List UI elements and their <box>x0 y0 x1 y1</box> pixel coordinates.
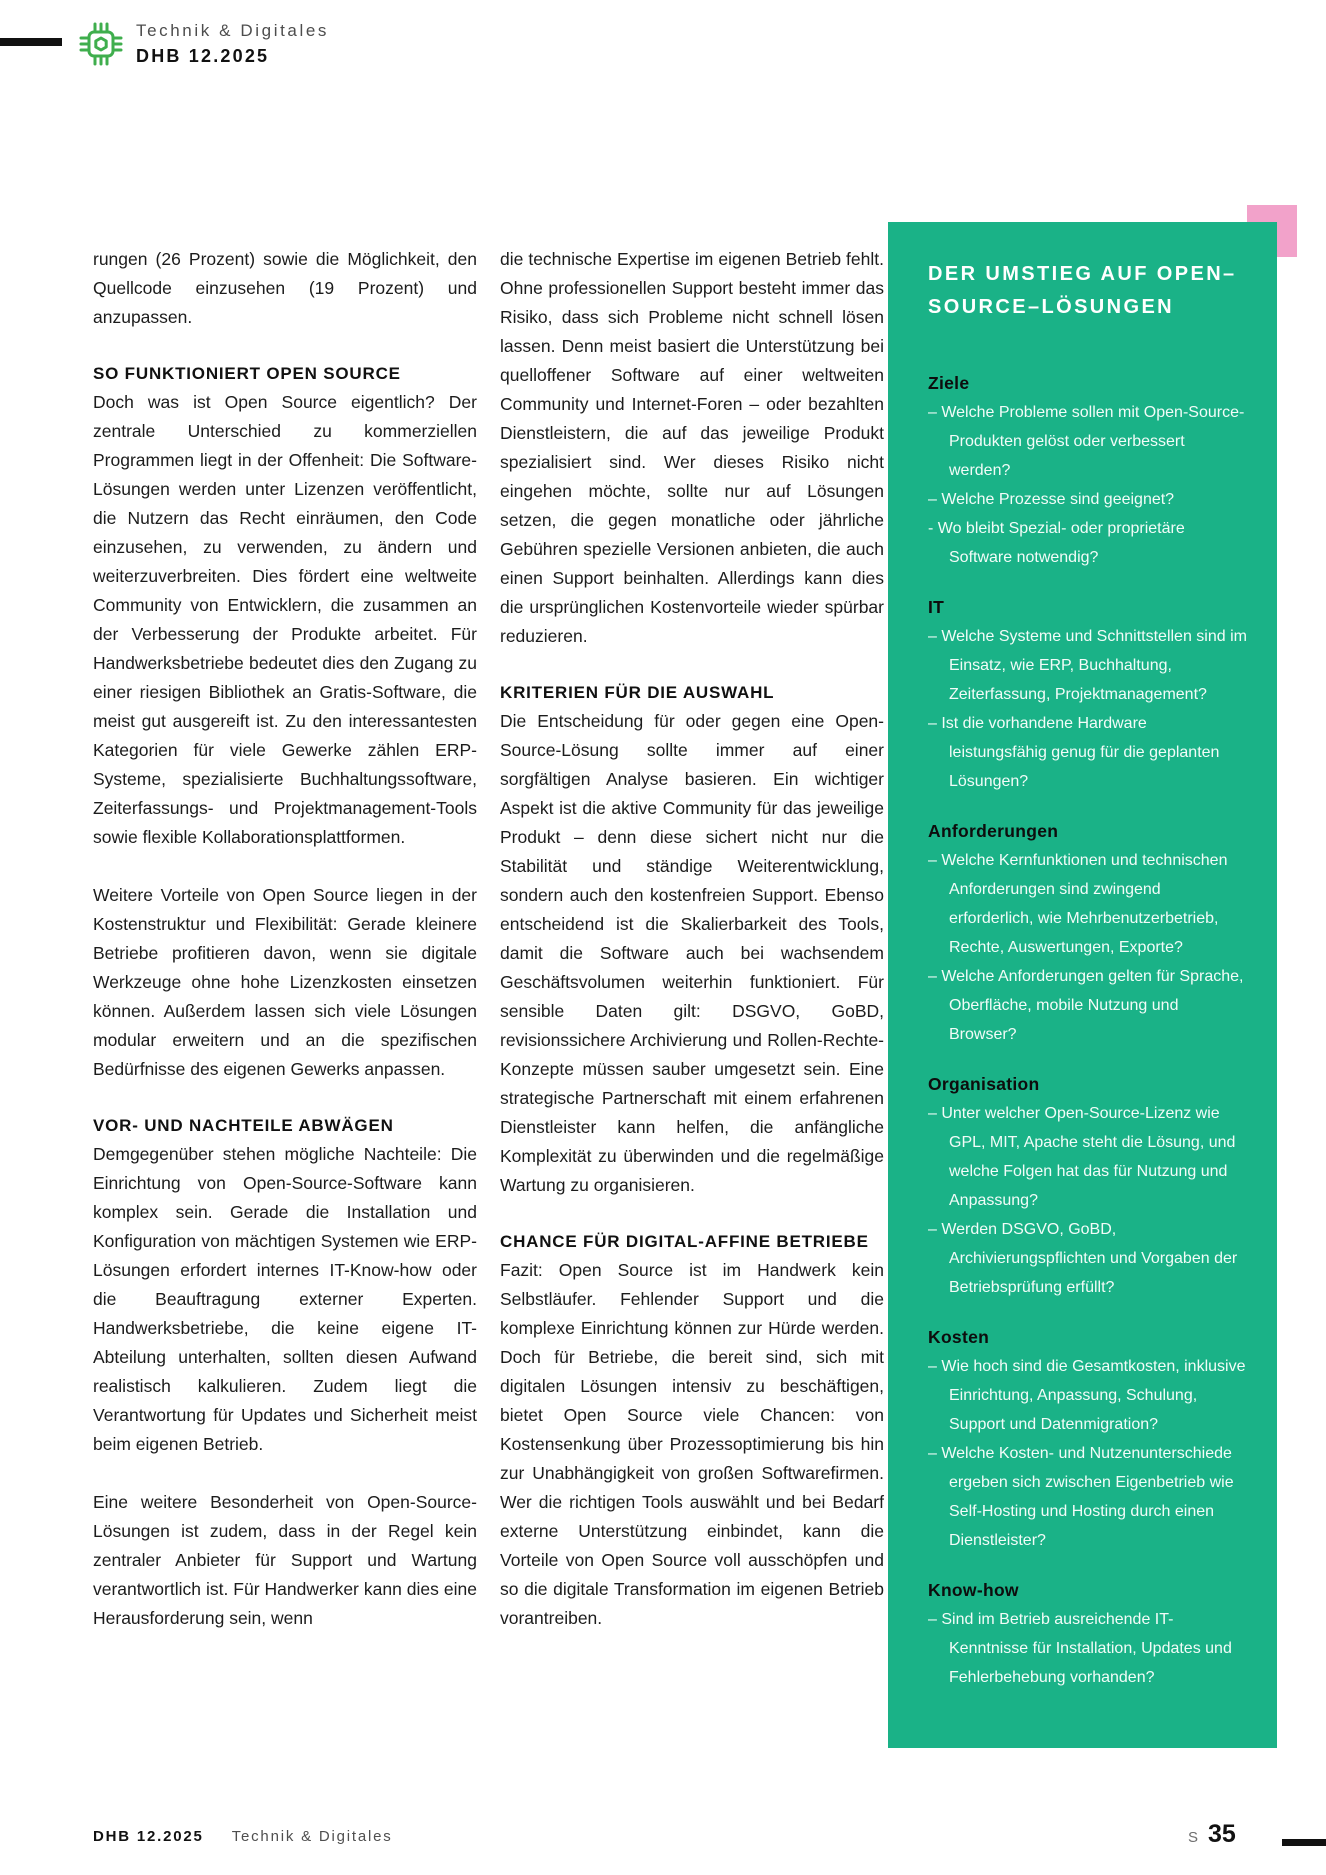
sidebar-section-heading: IT <box>928 597 945 617</box>
paragraph: die technische Expertise im eigenen Betrieb fehlt. Ohne professionellen Support besteht immer das Risiko, dass sich Probleme nicht schnell lösen lassen. Denn meist basiert die Unterstützung bei quelloffener Software auf einer weltweiten Community und Internet-Foren – oder bezahlten Dienstleistern, die auf das jeweilige Produkt spezialisiert sind. Wer dieses Risiko nicht eingehen möchte, sollte nur auf Lösungen setzen, die gegen monatliche oder jährliche Gebühren spezielle Versionen anbieten, die auch einen Support beinhalten. Allerdings kann dies die ursprünglichen Kostenvorteile wieder spürbar reduzieren. <box>500 249 884 646</box>
sidebar-bullet-list <box>928 622 1249 796</box>
paragraph: Die Entscheidung für oder gegen eine Open-Source-Lösung sollte immer auf einer sorgfältigen Analyse basieren. Ein wichtiger Aspekt ist die aktive Community für das jeweilige Produkt – denn diese sichert nicht nur die Stabilität und ständige Weiterentwicklung, sondern auch den kostenfreien Support. Ebenso entscheidend ist die Skalierbarkeit des Tools, damit die Software auch bei wachsendem Geschäftsvolumen weiterhin funktioniert. Für sensible Daten gilt: DSGVO, GoBD, revisionssichere Archivierung und Rollen-Rechte-Konzepte müssen sauber umgesetzt sein. Eine strategische Partnerschaft mit einem erfahrenen Dienstleister kann helfen, die anfängliche Komplexität zu überwinden und die regelmäßige Wartung zu organisieren. <box>500 711 884 1195</box>
sidebar-bullet: – Ist die vorhandene Hardware leistungsfähig genug für die geplanten Lösungen? <box>928 715 1220 790</box>
sidebar-bullet: – Unter welcher Open-Source-Lizenz wie GPL, MIT, Apache steht die Lösung, und welche Folgen hat das für Nutzung und Anpassung? <box>928 1105 1236 1209</box>
sidebar-bullet: – Welche Prozesse sind geeignet? <box>928 491 1175 508</box>
paragraph: Demgegenüber stehen mögliche Nachteile: Die Einrichtung von Open-Source-Software kann komplex sein. Gerade die Installation und Konfiguration von mächtigen Systemen wie ERP-Lösungen erfordert internes IT-Know-how oder die Beauftragung externer Experten. Handwerksbetriebe, die keine eigene IT-Abteilung unterhalten, sollten diesen Aufwand realistisch kalkulieren. Zudem liegt die Verantwortung für Updates und Sicherheit meist beim eigenen Betrieb. <box>93 1144 477 1454</box>
footer-right <box>1188 1820 1236 1849</box>
brand-text <box>136 21 329 67</box>
sidebar-bullet: - Wo bleibt Spezial- oder proprietäre Software notwendig? <box>928 520 1185 566</box>
section-heading: KRITERIEN FÜR DIE AUSWAHL <box>500 683 775 702</box>
paragraph: Weitere Vorteile von Open Source liegen in der Kostenstruktur und Flexibilität: Gerade kleinere Betriebe profitieren davon, wenn sie digitale Werkzeuge ohne hohe Lizenzkosten einsetzen können. Außerdem lassen sich viele Lösungen modular erweitern und an die spezifischen Bedürfnisse des eigenen Gewerks anpassen. <box>93 885 477 1079</box>
sidebar-section-heading: Anforderungen <box>928 821 1059 841</box>
top-left-rule <box>0 38 62 46</box>
footer-issue-label: DHB 12.2025 <box>93 1828 204 1845</box>
sidebar-bullet-list <box>928 846 1249 1049</box>
sidebar-bullet-list <box>928 398 1249 572</box>
sidebar-bullet: – Welche Probleme sollen mit Open-Source-Produkten gelöst oder verbessert werden? <box>928 404 1245 479</box>
sidebar-bullet: – Welche Systeme und Schnittstellen sind im Einsatz, wie ERP, Buchhaltung, Zeiterfassung, Projektmanagement? <box>928 628 1247 703</box>
sidebar-title-line1: DER UMSTIEG AUF OPEN– <box>928 263 1237 285</box>
article-column-1 <box>93 245 477 1633</box>
sidebar-bullet: – Welche Kernfunktionen und technischen Anforderungen sind zwingend erforderlich, wie Mehrbenutzerbetrieb, Rechte, Auswertungen, Exporte? <box>928 852 1228 956</box>
sidebar-section-know-how <box>928 1576 1249 1692</box>
footer-section-label: Technik & Digitales <box>231 1828 393 1845</box>
sidebar-bullet: – Sind im Betrieb ausreichende IT-Kenntnisse für Installation, Updates und Fehlerbehebung vorhanden? <box>928 1611 1232 1686</box>
sidebar-infobox <box>888 222 1277 1748</box>
sidebar-title-line2: SOURCE–LÖSUNGEN <box>928 296 1175 318</box>
sidebar-section-heading: Ziele <box>928 373 970 393</box>
sidebar-section-it <box>928 593 1249 796</box>
page-number: 35 <box>1208 1820 1236 1848</box>
sidebar-section-anforderungen <box>928 817 1249 1049</box>
page-label: S <box>1188 1829 1200 1846</box>
sidebar-bullet: – Wie hoch sind die Gesamtkosten, inklusive Einrichtung, Anpassung, Schulung, Support und Datenmigration? <box>928 1358 1246 1433</box>
article-column-2 <box>500 245 884 1633</box>
paragraph: Doch was ist Open Source eigentlich? Der zentrale Unterschied zu kommerziellen Programmen liegt in der Offenheit: Die Software-Lösungen werden unter Lizenzen veröffentlicht, die Nutzern das Recht einräumen, den Code einzusehen, zu verwenden, zu ändern und weiterzuverbreiten. Dies fördert eine weltweite Community von Entwicklern, die zusammen an der Verbesserung der Produkte arbeitet. Für Handwerksbetriebe bedeutet dies den Zugang zu einer riesigen Bibliothek an Gratis-Software, die meist gut ausgereift ist. Zu den interessantesten Kategorien für viele Gewerke zählen ERP-Systeme, spezialisierte Buchhaltungssoftware, Zeiterfassungs- und Projektmanagement-Tools sowie flexible Kollaborationsplattformen. <box>93 392 477 847</box>
section-heading: SO FUNKTIONIERT OPEN SOURCE <box>93 364 401 383</box>
sidebar-bullet: – Werden DSGVO, GoBD, Archivierungspflichten und Vorgaben der Betriebsprüfung erfüllt? <box>928 1221 1238 1296</box>
sidebar-title <box>928 258 1249 324</box>
sidebar-section-organisation <box>928 1070 1249 1302</box>
page-header <box>78 18 329 70</box>
sidebar-section-ziele <box>928 369 1249 572</box>
footer-left <box>93 1828 393 1845</box>
paragraph: Eine weitere Besonderheit von Open-Source-Lösungen ist zudem, dass in der Regel kein zentraler Anbieter für Support und Wartung verantwortlich ist. Für Handwerker kann dies eine Herausforderung sein, wenn <box>93 1492 477 1628</box>
header-section-label: Technik & Digitales <box>136 21 330 40</box>
sidebar-section-kosten <box>928 1323 1249 1555</box>
section-heading: VOR- UND NACHTEILE ABWÄGEN <box>93 1116 394 1135</box>
chip-icon <box>78 18 124 70</box>
sidebar-section-heading: Organisation <box>928 1074 1040 1094</box>
sidebar-bullet: – Welche Kosten- und Nutzenunterschiede ergeben sich zwischen Eigenbetrieb wie Self-Hosting und Hosting durch einen Dienstleister? <box>928 1445 1234 1549</box>
section-heading: CHANCE FÜR DIGITAL-AFFINE BETRIEBE <box>500 1232 869 1251</box>
sidebar-bullet: – Welche Anforderungen gelten für Sprache, Oberfläche, mobile Nutzung und Browser? <box>928 968 1244 1043</box>
header-issue-label: DHB 12.2025 <box>136 46 270 66</box>
footer-right-rule <box>1282 1839 1326 1846</box>
sidebar-section-heading: Kosten <box>928 1327 990 1347</box>
paragraph: rungen (26 Prozent) sowie die Möglichkeit, den Quellcode einzusehen (19 Prozent) und anzupassen. <box>93 249 477 327</box>
paragraph: Fazit: Open Source ist im Handwerk kein Selbstläufer. Fehlender Support und die komplexe Einrichtung können zur Hürde werden. Doch für Betriebe, die bereit sind, sich mit digitalen Lösungen intensiv zu beschäftigen, bietet Open Source viele Chancen: von Kostensenkung über Prozessoptimierung bis hin zur Unabhängigkeit von großen Softwarefirmen. Wer die richtigen Tools auswählt und bei Bedarf externe Unterstützung einbindet, kann die Vorteile von Open Source voll ausschöpfen und so die digitale Transformation im eigenen Betrieb vorantreiben. <box>500 1260 884 1628</box>
sidebar-bullet-list <box>928 1352 1249 1555</box>
sidebar-bullet-list <box>928 1605 1249 1692</box>
sidebar-section-heading: Know-how <box>928 1580 1019 1600</box>
sidebar-bullet-list <box>928 1099 1249 1302</box>
